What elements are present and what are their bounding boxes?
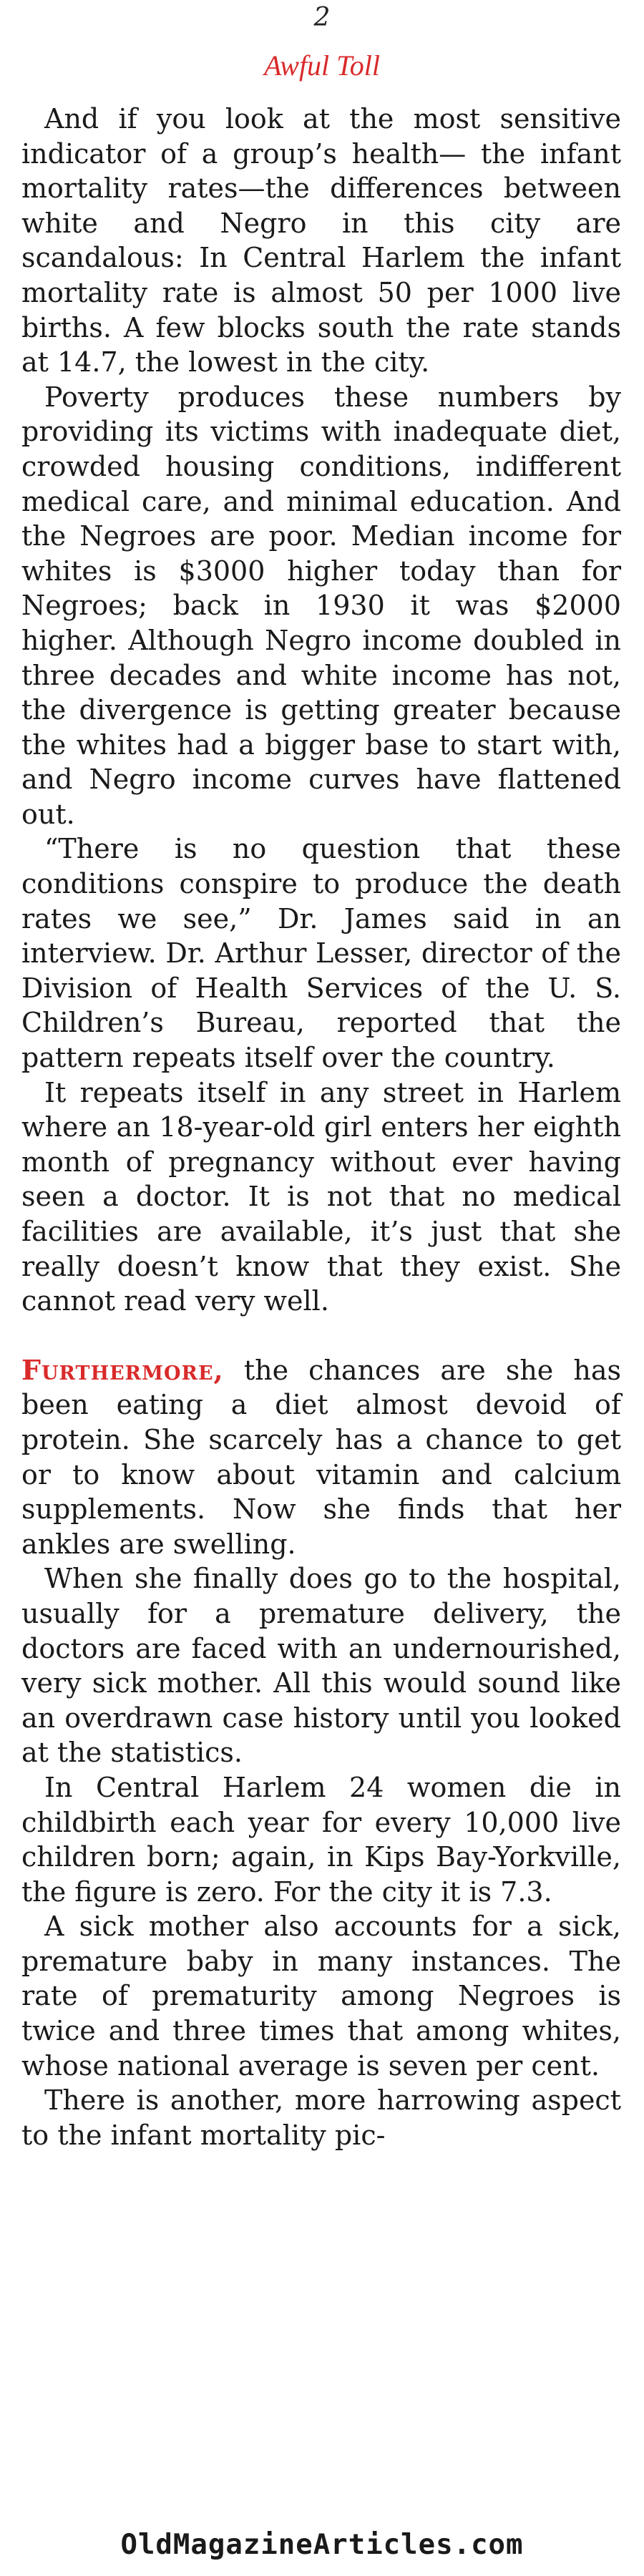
article-paragraph-2: Poverty produces these numbers by providing its victims with inadequate diet, crowded housing conditions, indifferent medical care, and minimal education. And the Negroes are poor. Median income for whites is $3000 higher today than for Negroes; back in 1930 it was $2000 higher. Although Negro income doubled in three decades and white income has not, the divergence is getting greater because the whites had a bigger base to start with, and Negro income curves have flattened out. <box>21 381 621 830</box>
lead-in-word: Furthermore, <box>21 1353 224 1386</box>
paragraph-5-text: the chances are she has been eating a diet almost devoid of protein. She scarcely has a chance to get or to know about vitamin and calcium supplements. Now she finds that her ankles are swelling. <box>21 1354 621 1560</box>
section-title: Awful Toll <box>264 49 380 82</box>
article-paragraph-8: A sick mother also accounts for a sick, premature baby in many instances. The rate of prematurity among Negroes is twice and three times that among whites, whose national average is seven per cent. <box>21 1911 621 2082</box>
article-paragraph-1: And if you look at the most sensitive indicator of a group’s health— the infant mortality rates—the differences between white and Negro in this city are scandalous: In Central Harlem the infant mortality rate is almost 50 per 1000 live births. A few blocks south the rate stands at 14.7, the lowest in the city. <box>21 103 621 379</box>
article-paragraph-4: It repeats itself in any street in Harlem where an 18-year-old girl enters her eighth month of pregnancy without ever having seen a doctor. It is not that no medical facilities are available, it’s just that she really doesn’t know that they exist. She cannot read very well. <box>21 1076 621 1317</box>
article-paragraph-5 <box>21 1353 621 1562</box>
site-watermark: OldMagazineArticles.com <box>120 2529 524 2561</box>
article-body <box>21 102 621 2152</box>
page-number: 2 <box>313 3 331 32</box>
article-paragraph-9: There is another, more harrowing aspect to the infant mortality pic- <box>21 2084 621 2151</box>
article-paragraph-3: “There is no question that these conditions conspire to produce the death rates we see,” Dr. James said in an interview. Dr. Arthur Lesser, director of the Division of Health Services of the U. S. Children’s Bureau, reported that the pattern repeats itself over the country. <box>21 833 621 1074</box>
section-break <box>21 1319 621 1353</box>
article-paragraph-6: When she finally does go to the hospital, usually for a premature delivery, the doctors are faced with an undernourished, very sick mother. All this would sound like an overdrawn case history until you looked at the statistics. <box>21 1563 621 1769</box>
article-paragraph-7: In Central Harlem 24 women die in childbirth each year for every 10,000 live children born; again, in Kips Bay-Yorkville, the figure is zero. For the city it is 7.3. <box>21 1771 621 1908</box>
